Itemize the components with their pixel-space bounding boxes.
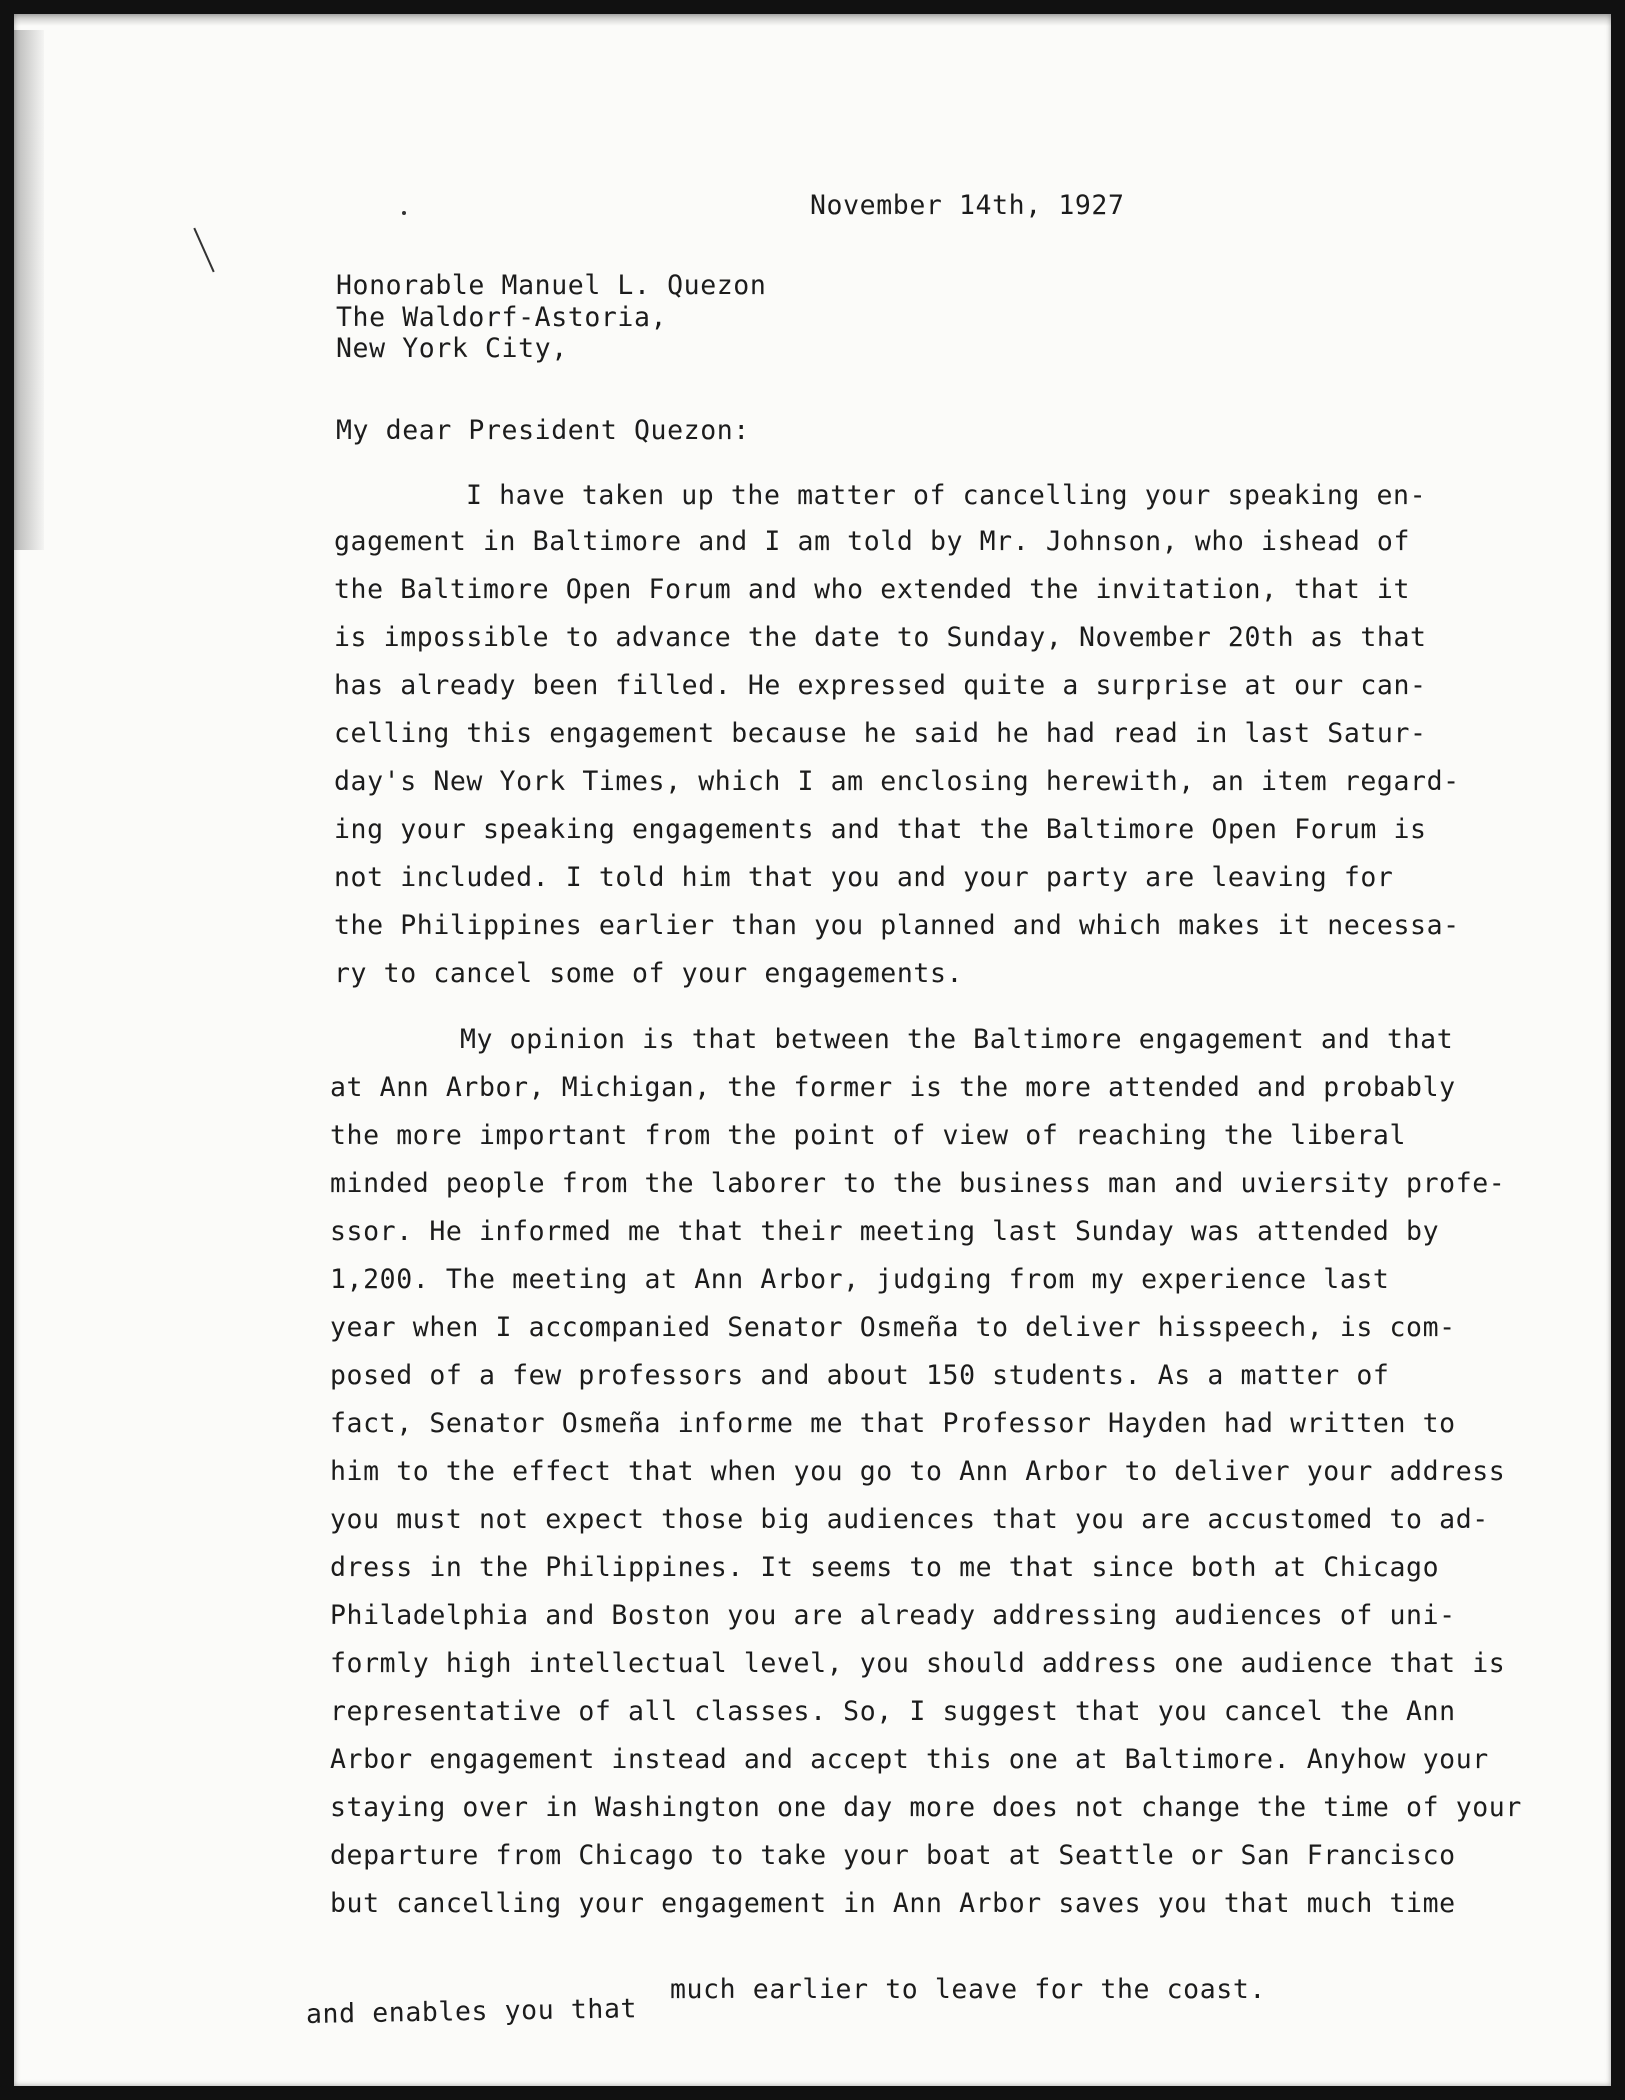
paragraph2-line: My opinion is that between the Baltimore engagement and that — [460, 1024, 1454, 1055]
paragraph2-line: departure from Chicago to take your boat at Seattle or San Francisco — [330, 1840, 1456, 1871]
paragraph1-line: ry to cancel some of your engagements. — [334, 958, 964, 989]
paragraph1-line: has already been filled. He expressed quite a surprise at our can- — [334, 670, 1427, 701]
paragraph2-line: Philadelphia and Boston you are already addressing audiences of uni- — [330, 1600, 1456, 1631]
paragraph2-line: representative of all classes. So, I suggest that you cancel the Ann — [330, 1696, 1456, 1727]
paragraph2-line: ssor. He informed me that their meeting last Sunday was attended by — [330, 1216, 1440, 1247]
paragraph2-line: year when I accompanied Senator Osmeña to deliver hisspeech, is com- — [330, 1312, 1456, 1343]
paragraph2-line: but cancelling your engagement in Ann Arbor saves you that much time — [330, 1888, 1456, 1919]
closing-right: much earlier to leave for the coast. — [670, 1974, 1266, 2005]
salutation: My dear President Quezon: — [336, 415, 750, 446]
closing-left: and enables you that — [305, 1993, 638, 2030]
paragraph2-line: Arbor engagement instead and accept this one at Baltimore. Anyhow your — [330, 1744, 1489, 1775]
paragraph1-line: the Philippines earlier than you planned and which makes it necessa- — [334, 910, 1460, 941]
paragraph1-line: ing your speaking engagements and that the Baltimore Open Forum is — [334, 814, 1427, 845]
paragraph1-line: I have taken up the matter of cancelling your speaking en- — [466, 480, 1427, 511]
address-line-1: Honorable Manuel L. Quezon — [336, 270, 767, 301]
paragraph2-line: formly high intellectual level, you should address one audience that is — [330, 1648, 1506, 1679]
paragraph1-line: gagement in Baltimore and I am told by Mr. Johnson, who ishead of — [334, 526, 1411, 557]
paragraph1-line: the Baltimore Open Forum and who extended the invitation, that it — [334, 574, 1411, 605]
paragraph2-line: you must not expect those big audiences that you are accustomed to ad- — [330, 1504, 1489, 1535]
stray-dot — [402, 211, 406, 215]
paragraph2-line: posed of a few professors and about 150 students. As a matter of — [330, 1360, 1390, 1391]
paragraph2-line: fact, Senator Osmeña informe me that Professor Hayden had written to — [330, 1408, 1456, 1439]
paragraph1-line: is impossible to advance the date to Sunday, November 20th as that — [334, 622, 1427, 653]
paragraph1-line: celling this engagement because he said he had read in last Satur- — [334, 718, 1427, 749]
paragraph2-line: the more important from the point of view of reaching the liberal — [330, 1120, 1407, 1151]
paragraph2-line: dress in the Philippines. It seems to me that since both at Chicago — [330, 1552, 1440, 1583]
paragraph1-line: day's New York Times, which I am enclosing herewith, an item regard- — [334, 766, 1460, 797]
paragraph1-line: not included. I told him that you and your party are leaving for — [334, 862, 1394, 893]
paragraph2-line: 1,200. The meeting at Ann Arbor, judging from my experience last — [330, 1264, 1390, 1295]
scan-top-edge — [14, 14, 1611, 26]
paragraph2-line: him to the effect that when you go to Ann Arbor to deliver your address — [330, 1456, 1506, 1487]
paragraph2-line: minded people from the laborer to the business man and uviersity profe- — [330, 1168, 1506, 1199]
address-line-3: New York City, — [336, 333, 568, 364]
scan-left-edge — [14, 30, 44, 550]
address-line-2: The Waldorf-Astoria, — [336, 302, 668, 333]
paragraph2-line: at Ann Arbor, Michigan, the former is the more attended and probably — [330, 1072, 1456, 1103]
letter-date: November 14th, 1927 — [810, 190, 1125, 221]
paragraph2-line: staying over in Washington one day more does not change the time of your — [330, 1792, 1522, 1823]
